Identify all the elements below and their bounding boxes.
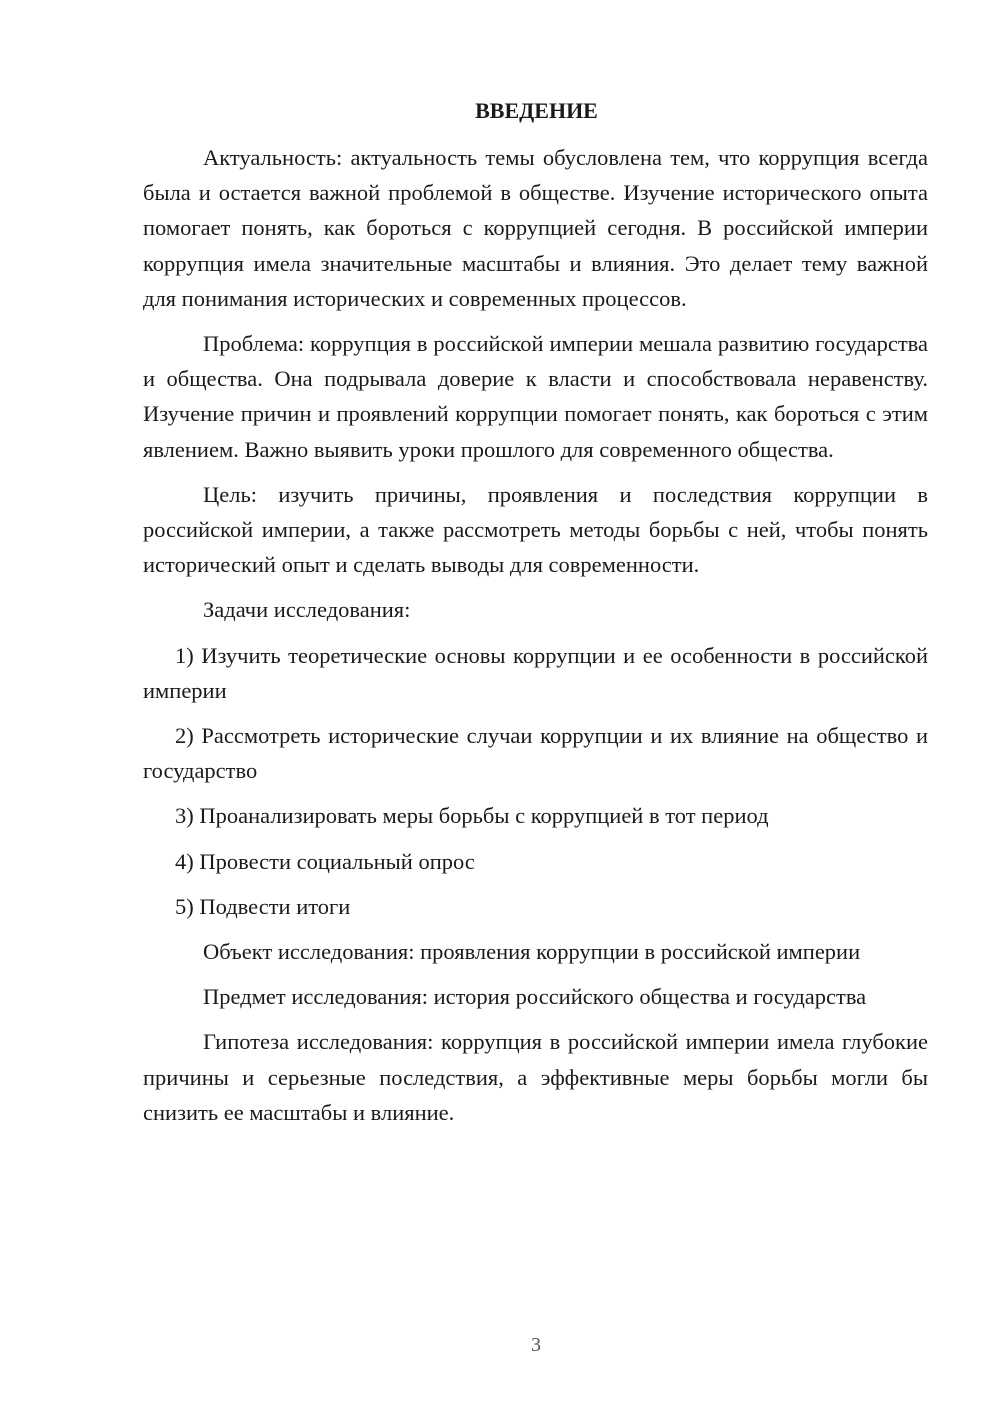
goal-paragraph: Цель: изучить причины, проявления и последствия коррупции в российской империи, а также рассмотреть методы борьбы с ней, чтобы понять исторический опыт и сделать выводы для современности. (143, 481, 928, 578)
task-item: 5) Подвести итоги (175, 893, 351, 919)
relevance-paragraph: Актуальность: актуальность темы обусловлена тем, что коррупция всегда была и остается важной проблемой в обществе. Изучение исторического опыта помогает понять, как бороться с коррупцией сегодня. В российской империи коррупция имела значительные масштабы и влияния. Это делает тему важной для понимания исторических и современных процессов. (143, 145, 928, 311)
page-content (143, 94, 928, 1140)
tasks-heading: Задачи исследования: (203, 597, 411, 623)
task-item: 1) Изучить теоретические основы коррупции и ее особенности в российской империи (143, 642, 928, 703)
page-number: 3 (531, 1334, 541, 1356)
object-paragraph: Объект исследования: проявления коррупции в российской империи (203, 939, 861, 965)
problem-paragraph: Проблема: коррупция в российской империи мешала развитию государства и общества. Она подрывала доверие к власти и способствовала неравенству. Изучение причин и проявлений коррупции помогает понять, как бороться с этим явлением. Важно выявить уроки прошлого для современного общества. (143, 331, 928, 462)
subject-paragraph: Предмет исследования: история российского общества и государства (203, 984, 867, 1010)
task-item: 3) Проанализировать меры борьбы с коррупцией в тот период (175, 803, 769, 829)
page-title: ВВЕДЕНИЕ (475, 98, 598, 123)
task-item: 4) Провести социальный опрос (175, 848, 475, 874)
task-item: 2) Рассмотреть исторические случаи коррупции и их влияние на общество и государство (143, 723, 928, 784)
hypothesis-paragraph: Гипотеза исследования: коррупция в российской империи имела глубокие причины и серьезные последствия, а эффективные меры борьбы могли бы снизить ее масштабы и влияние. (143, 1029, 928, 1125)
